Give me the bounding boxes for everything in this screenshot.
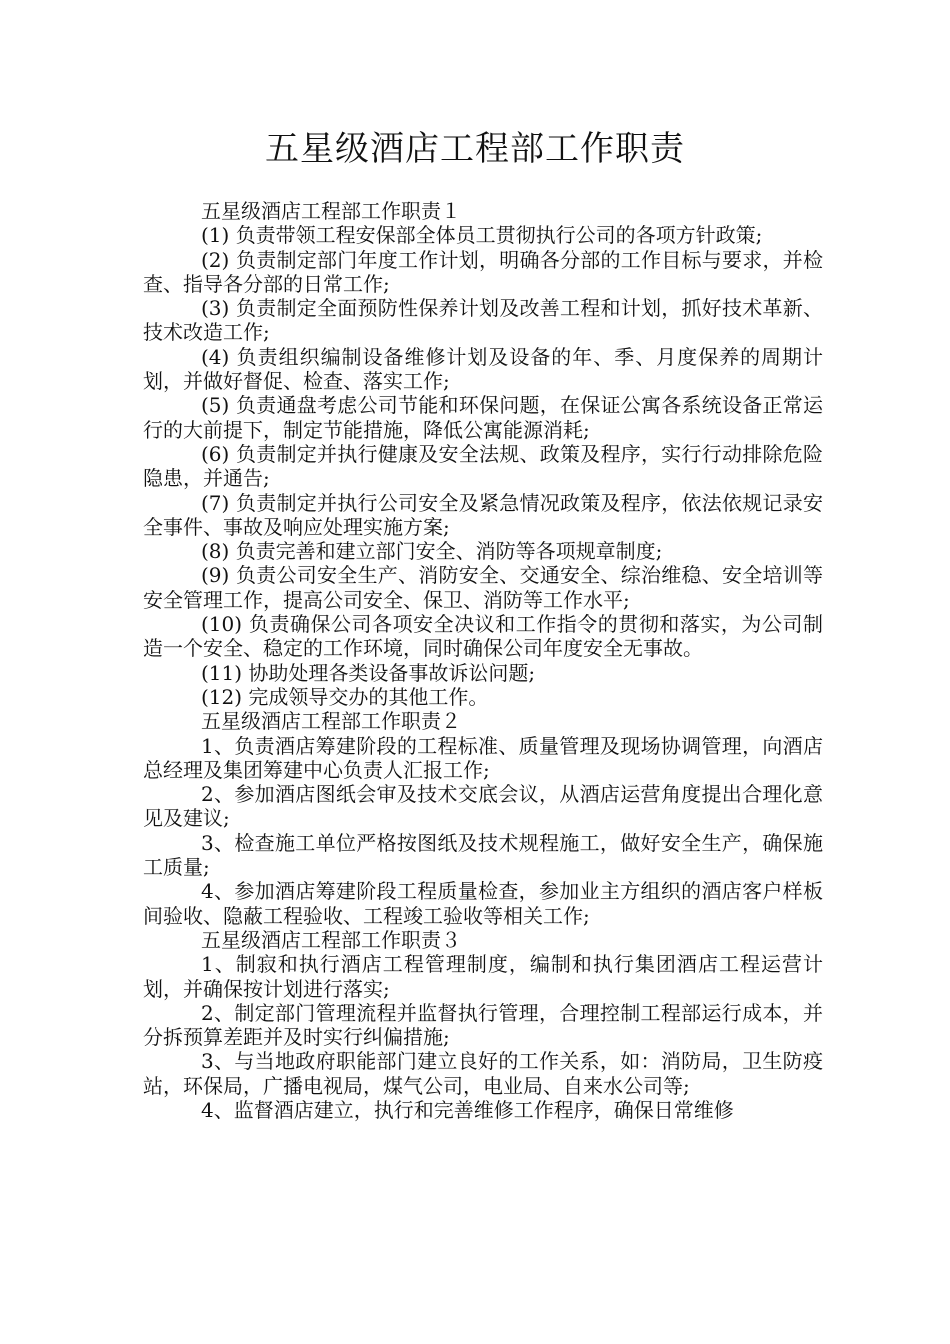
section-heading: 五星级酒店工程部工作职责１ xyxy=(201,199,461,223)
paragraph: 2、参加酒店图纸会审及技术交底会议，从酒店运营角度提出合理化意见及建议; xyxy=(143,782,823,831)
paragraph: 1、负责酒店筹建阶段的工程标准、质量管理及现场协调管理，向酒店总经理及集团筹建中心负责人汇报工作; xyxy=(143,733,823,782)
paragraph: 3、检查施工单位严格按图纸及技术规程施工，做好安全生产，确保施工质量; xyxy=(143,830,823,880)
paragraph: 4、参加酒店筹建阶段工程质量检查，参加业主方组织的酒店客户样板间验收、隐蔽工程验收、工程竣工验收等相关工作; xyxy=(143,879,823,928)
paragraph: (12) 完成领导交办的其他工作。 xyxy=(201,684,489,709)
paragraph: (1) 负责带领工程安保部全体员工贯彻执行公司的各项方针政策; xyxy=(201,223,763,248)
paragraph: 3、与当地政府职能部门建立良好的工作关系，如：消防局，卫生防疫站，环保局，广播电视局，煤气公司，电业局、自来水公司等; xyxy=(143,1049,823,1098)
paragraph: (6) 负责制定并执行健康及安全法规、政策及程序，实行行动排除危险隐患，并通告; xyxy=(143,441,823,491)
paragraph: (7) 负责制定并执行公司安全及紧急情况政策及程序，依法依规记录安全事件、事故及响应处理实施方案; xyxy=(143,490,823,539)
paragraph: 1、制寂和执行酒店工程管理制度，编制和执行集团酒店工程运营计划，并确保按计划进行落实; xyxy=(143,952,823,1001)
paragraph: (11) 协助处理各类设备事故诉讼问题; xyxy=(201,660,536,685)
section-heading: 五星级酒店工程部工作职责２ xyxy=(201,709,461,734)
paragraph: (8) 负责完善和建立部门安全、消防等各项规章制度; xyxy=(201,539,663,564)
document-body xyxy=(143,199,823,1122)
paragraph: (4) 负责组织编制设备维修计划及设备的年、季、月度保养的周期计划，并做好督促、检查、落实工作; xyxy=(143,344,823,394)
document-title: 五星级酒店工程部工作职责 xyxy=(265,129,685,169)
paragraph: (5) 负责通盘考虑公司节能和环保问题，在保证公寓各系统设备正常运行的大前提下，制定节能措施，降低公寓能源消耗; xyxy=(143,393,823,442)
paragraph: 2、制定部门管理流程并监督执行管理，合理控制工程部运行成本，并分拆预算差距并及时实行纠偏措施; xyxy=(143,1000,823,1050)
paragraph: (10) 负责确保公司各项安全决议和工作指令的贯彻和落实，为公司制造一个安全、稳定的工作环境，同时确保公司年度安全无事故。 xyxy=(143,612,823,661)
section-heading: 五星级酒店工程部工作职责３ xyxy=(201,927,461,952)
paragraph: (2) 负责制定部门年度工作计划，明确各分部的工作目标与要求，并检查、指导各分部的日常工作; xyxy=(143,247,823,296)
paragraph: 4、监督酒店建立，执行和完善维修工作程序，确保日常维修 xyxy=(201,1097,734,1122)
paragraph: (3) 负责制定全面预防性保养计划及改善工程和计划，抓好技术革新、技术改造工作; xyxy=(143,296,823,345)
paragraph: (9) 负责公司安全生产、消防安全、交通安全、综治维稳、安全培训等安全管理工作，提高公司安全、保卫、消防等工作水平; xyxy=(143,563,823,612)
